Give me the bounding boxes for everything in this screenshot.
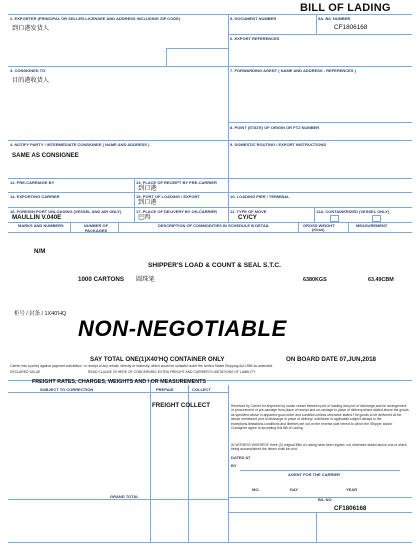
rule-below-exporter [8, 66, 228, 67]
place-delivery-value: 巴西 [138, 214, 151, 221]
notify-party-label: 4. NOTIFY PARTY / INTERMEDIATE CONSIGNEE ( NAME AND ADDRESS ) [10, 142, 150, 147]
subject-to-correction-label: SUBJECT TO CORRECTION [40, 387, 94, 392]
rule-grand-total [8, 499, 228, 500]
cartons-value: 1000 CARTONS [78, 276, 124, 283]
rule-center-upper [228, 14, 229, 222]
rule-col-containerized [314, 207, 315, 222]
date-day-label: DAY [290, 487, 299, 492]
rule-bl-number-divider [316, 14, 317, 34]
rule-consignee-tab [166, 48, 167, 66]
rule-row-14 [8, 192, 412, 193]
gross-weight-unit: (Kilos) [312, 227, 325, 232]
rule-col-precarriage [134, 178, 135, 222]
export-references-label: 6. EXPORT REFERENCES [230, 36, 280, 41]
rule-freight-sub [8, 392, 228, 393]
consignee-value: 目的港收货人 [12, 77, 50, 84]
bl-number-label: 5A. B/L NUMBER [318, 16, 351, 21]
signature-line [240, 470, 400, 471]
rule-below-export-references [228, 66, 412, 67]
agent-for-carrier-label: AGENT FOR THE CARRIER [288, 472, 340, 477]
consignee-label: 3. CONSIGNED TO [10, 68, 46, 73]
prepaid-label: PREPAID [156, 387, 174, 392]
pre-carriage-label: 12. PRE-CARRIAGE BY [10, 180, 55, 185]
description-header: DESCRIPTION OF COMMODITIES IN SCHEDULE B DETAIL [158, 223, 270, 228]
read-clause-note: READ CLAUSE 29 HERE OF CONCERNING EXTRA FREIGHT AND CARRIER'S LIMITATIONS OF LIABILITY [88, 370, 256, 374]
bl-no-value: CF1806168 [334, 505, 367, 512]
freight-header: FREIGHT RATES, CHARGES, WEIGHTS AND / OR MEASUREMENTS [32, 379, 207, 385]
type-move-value: CY/CY [238, 214, 257, 221]
measurement-header: MEASUREMENT [356, 223, 388, 228]
date-mo-label: MO. [252, 487, 260, 492]
by-label: BY [231, 463, 237, 468]
rule-terms-blno-divider [316, 512, 317, 542]
containerized-yes-box[interactable] [330, 215, 339, 222]
rule-goods-col-4 [348, 222, 349, 232]
rule-goods-col-2 [118, 222, 119, 232]
gross-weight-value: 6380KGS [303, 277, 327, 283]
declared-value-label: DECLARED VALUE [10, 370, 41, 374]
notify-party-value: SAME AS CONSIGNEE [12, 152, 79, 159]
port-unloading-label: 16. FOREIGN PORT UNLOADING (VESSEL AND AIR ONLY) [10, 209, 122, 214]
freight-collect-value: FREIGHT COLLECT [152, 402, 211, 409]
exporting-carrier-label: 14. EXPORTING CARRIER [10, 194, 60, 199]
grand-total-label: GRAND TOTAL [110, 494, 139, 499]
rule-below-notify [8, 178, 412, 179]
container-number-value: 柜号 / 封条 / 1X40'HQ [14, 311, 67, 317]
terms-text: Received by Carrier for shipment by ocean vessel between port of loading and port of discharge,and for arrangement or procurement of pre-carriage from place of receipt and on-carriage to place of delivery,where stated above the goods as specified above in apparent good order and condition unless otherwise stated.The goods to be delivered at the above mentioned port of discharge or place of delivery, whichever is applicable,subject always to the exceptions,limitations,conditions and liberties set out on the reverse side hereof,to which the Shipper and/or Consignee agree to accepting this Bill of Lading. [231, 404, 409, 431]
rule-consignee-tab-h [166, 48, 228, 49]
port-loading-value: 到口港 [138, 199, 157, 206]
rule-goods-header-bottom [8, 232, 412, 233]
document-title: BILL OF LADING [300, 2, 391, 14]
rule-top [8, 14, 412, 15]
place-delivery-label: 17. PLACE OF DELIVERY BY ON-CARRIER [136, 209, 218, 214]
packages-header: NUMBER OF PACKAGES [83, 223, 109, 233]
non-negotiable-stamp: NON-NEGOTIABLE [78, 316, 287, 341]
measurement-value: 63.49CBM [368, 277, 394, 283]
carrier-policy-note: Carrier has a policy against payment,solicitation, or receipt of any rebate, directly or indirectly, which would be unlawful under the United States Shipping Act,1984 as amended. [10, 364, 274, 368]
rule-below-forwarding [228, 122, 412, 123]
containerized-label: 11A. CONTAINERIZED (VESSEL ONLY) [316, 209, 390, 214]
rule-terms-blno [228, 512, 412, 513]
rule-goods-col-1 [70, 222, 71, 232]
bl-no-label: B/L NO. [318, 497, 333, 502]
rule-bottom [8, 542, 412, 543]
rule-freight-main-left [150, 380, 151, 542]
rule-row-16 [8, 207, 412, 208]
witness-text: IN WITNESS WHEREOF three (3) original Bills of Lading have been signed, not otherwise stated above,one of which being accomplished the others shall be void. [231, 443, 407, 452]
forwarding-agent-label: 7. FORWARDING AGENT ( NAME AND ADDRESS - REFERENCES ) [230, 68, 356, 73]
dated-at-label: DATED AT [231, 455, 251, 460]
type-move-label: 11. TYPE OF MOVE [230, 209, 267, 214]
say-total: SAY TOTAL ONE(1)X40'HQ CONTAINER ONLY [90, 356, 225, 363]
marks-value: N/M [34, 248, 46, 255]
bl-number-value: CF1806168 [334, 24, 368, 31]
rule-goods-col-3 [298, 222, 299, 232]
port-unloading-value: MAULLIN V.040E [12, 214, 62, 221]
marks-header: MARKS AND NUMBERS [18, 223, 64, 228]
shipper-load-note: SHIPPER'S LOAD & COUNT & SEAL S.T.C. [148, 262, 281, 269]
place-receipt-label: 13. PLACE OF RECEIPT BY PRE-CARRIER [136, 180, 217, 185]
rule-below-consignee [8, 140, 228, 141]
rule-freight-right [228, 385, 229, 542]
loading-pier-label: 10. LOADING PIER / TERMINAL [230, 194, 290, 199]
rule-below-origin [228, 140, 412, 141]
on-board-date: ON BOARD DATE 07,JUN,2018 [286, 356, 376, 363]
collect-label: COLLECT [192, 387, 211, 392]
date-year-label: YEAR [346, 487, 358, 492]
gross-weight-header: GROSS WEIGHT [303, 223, 335, 228]
rule-below-document-number [228, 34, 412, 35]
commodity-value: 圆珠笔 [136, 276, 155, 283]
domestic-routing-label: 9. DOMESTIC ROUTING / EXPORT INSTRUCTIONS [230, 142, 327, 147]
document-number-label: 5. DOCUMENT NUMBER [230, 16, 277, 21]
place-receipt-value: 到口港 [138, 185, 157, 192]
exporter-label: 2. EXPORTER (PRINCIPAL OR SELLER-LICENSEE AND ADDRESS INCLUDING ZIP CODE) [10, 16, 181, 21]
exporter-value: 到口港发货人 [12, 25, 50, 32]
point-of-origin-label: 8. POINT (STATE) OF ORIGIN OR FTZ NUMBER [230, 125, 320, 130]
containerized-no-box[interactable] [372, 215, 381, 222]
port-loading-label: 15. PORT OF LOADING / EXPORT [136, 194, 200, 199]
